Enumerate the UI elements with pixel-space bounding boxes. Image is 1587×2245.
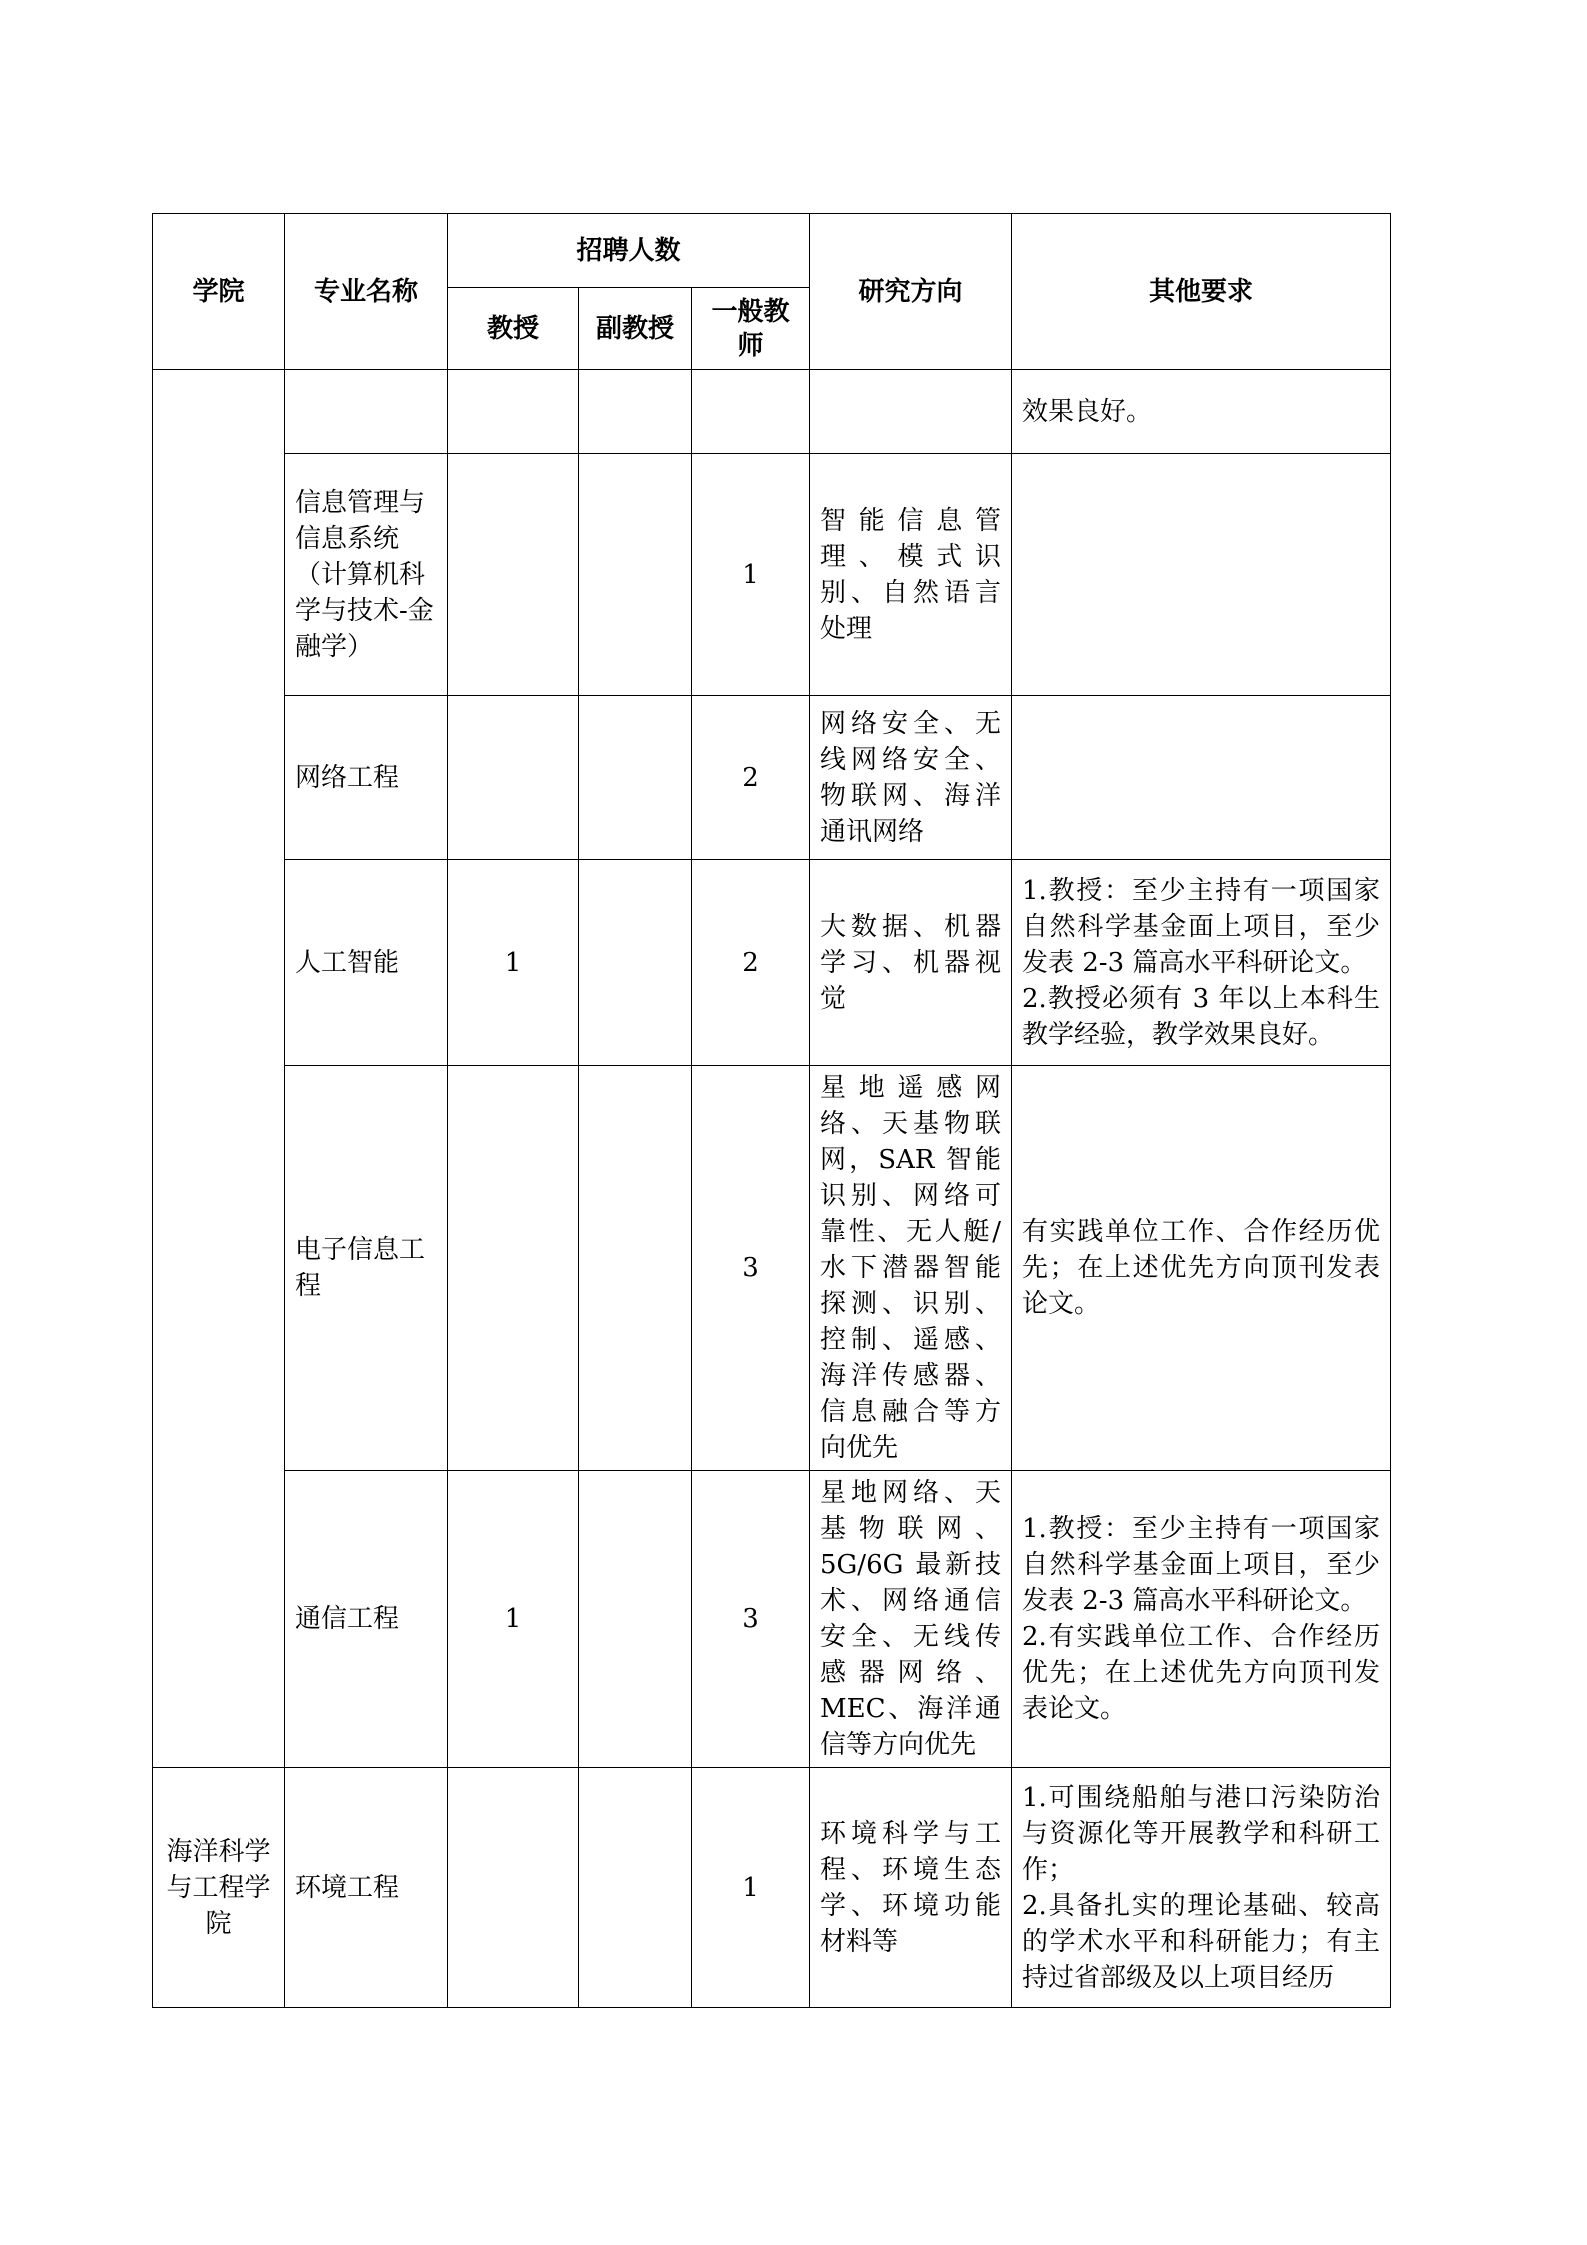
major-cell: 电子信息工程 bbox=[285, 1066, 448, 1471]
requirement-line: 1.教授：至少主持有一项国家自然科学基金面上项目，至少发表 2-3 篇高水平科研论文。 bbox=[1022, 875, 1380, 978]
general-count-cell bbox=[692, 370, 810, 454]
research-direction-cell: 大数据、机器学习、机器视觉 bbox=[810, 860, 1012, 1066]
requirement-line: 2.教授必须有 3 年以上本科生教学经验，教学效果良好。 bbox=[1022, 983, 1380, 1050]
professor-count-cell bbox=[448, 454, 579, 696]
table-row bbox=[153, 370, 1391, 454]
recruitment-table bbox=[152, 213, 1391, 2008]
table-row bbox=[153, 1768, 1391, 2008]
research-direction-cell: 智能信息管理、模式识别、自然语言处理 bbox=[810, 454, 1012, 696]
research-direction-cell bbox=[810, 370, 1012, 454]
requirement-line: 效果良好。 bbox=[1022, 396, 1153, 427]
header-general-teacher: 一般教师 bbox=[692, 288, 810, 370]
college-cell bbox=[153, 370, 285, 1768]
professor-count-cell: 1 bbox=[448, 1471, 579, 1768]
associate-count-cell bbox=[579, 696, 692, 860]
requirements-cell bbox=[1012, 860, 1391, 1066]
general-count-cell: 3 bbox=[692, 1471, 810, 1768]
research-direction-cell: 星地遥感网络、天基物联网，SAR 智能识别、网络可靠性、无人艇/水下潜器智能探测、识别、控制、遥感、海洋传感器、信息融合等方向优先 bbox=[810, 1066, 1012, 1471]
research-direction-cell: 环境科学与工程、环境生态学、环境功能材料等 bbox=[810, 1768, 1012, 2008]
general-count-cell: 1 bbox=[692, 1768, 810, 2008]
associate-count-cell bbox=[579, 370, 692, 454]
table-row bbox=[153, 1066, 1391, 1471]
associate-count-cell bbox=[579, 1066, 692, 1471]
header-research-direction: 研究方向 bbox=[810, 214, 1012, 370]
requirements-cell bbox=[1012, 370, 1391, 454]
header-row-1 bbox=[153, 214, 1391, 288]
requirement-line: 1.教授：至少主持有一项国家自然科学基金面上项目，至少发表 2-3 篇高水平科研论文。 bbox=[1022, 1514, 1380, 1616]
major-cell: 环境工程 bbox=[285, 1768, 448, 2008]
research-direction-cell: 网络安全、无线网络安全、物联网、海洋通讯网络 bbox=[810, 696, 1012, 860]
table-row bbox=[153, 1471, 1391, 1768]
requirement-line: 2.具备扎实的理论基础、较高的学术水平和科研能力；有主持过省部级及以上项目经历 bbox=[1022, 1890, 1380, 1993]
requirements-cell bbox=[1012, 1768, 1391, 2008]
major-cell: 网络工程 bbox=[285, 696, 448, 860]
requirements-cell bbox=[1012, 1471, 1391, 1768]
header-college: 学院 bbox=[153, 214, 285, 370]
general-count-cell: 3 bbox=[692, 1066, 810, 1471]
associate-count-cell bbox=[579, 1471, 692, 1768]
professor-count-cell bbox=[448, 696, 579, 860]
table-row bbox=[153, 860, 1391, 1066]
requirements-cell bbox=[1012, 454, 1391, 696]
table-row bbox=[153, 696, 1391, 860]
requirement-line: 1.可围绕船舶与港口污染防治与资源化等开展教学和科研工作； bbox=[1022, 1782, 1380, 1885]
requirements-cell bbox=[1012, 696, 1391, 860]
major-cell bbox=[285, 370, 448, 454]
college-cell: 海洋科学与工程学院 bbox=[153, 1768, 285, 2008]
header-recruit-count: 招聘人数 bbox=[448, 214, 810, 288]
professor-count-cell: 1 bbox=[448, 860, 579, 1066]
general-count-cell: 2 bbox=[692, 860, 810, 1066]
header-professor: 教授 bbox=[448, 288, 579, 370]
header-major: 专业名称 bbox=[285, 214, 448, 370]
header-associate-professor: 副教授 bbox=[579, 288, 692, 370]
header-other-requirements: 其他要求 bbox=[1012, 214, 1391, 370]
professor-count-cell bbox=[448, 370, 579, 454]
general-count-cell: 1 bbox=[692, 454, 810, 696]
requirements-cell bbox=[1012, 1066, 1391, 1471]
major-cell: 通信工程 bbox=[285, 1471, 448, 1768]
professor-count-cell bbox=[448, 1768, 579, 2008]
table-row bbox=[153, 454, 1391, 696]
major-cell: 信息管理与信息系统（计算机科学与技术-金融学） bbox=[285, 454, 448, 696]
requirement-line: 有实践单位工作、合作经历优先；在上述优先方向顶刊发表论文。 bbox=[1022, 1217, 1380, 1319]
research-direction-cell: 星地网络、天基物联网、5G/6G 最新技术、网络通信安全、无线传感器网络、MEC、海洋通信等方向优先 bbox=[810, 1471, 1012, 1768]
major-cell: 人工智能 bbox=[285, 860, 448, 1066]
associate-count-cell bbox=[579, 1768, 692, 2008]
associate-count-cell bbox=[579, 860, 692, 1066]
professor-count-cell bbox=[448, 1066, 579, 1471]
associate-count-cell bbox=[579, 454, 692, 696]
general-count-cell: 2 bbox=[692, 696, 810, 860]
requirement-line: 2.有实践单位工作、合作经历优先；在上述优先方向顶刊发表论文。 bbox=[1022, 1622, 1380, 1724]
